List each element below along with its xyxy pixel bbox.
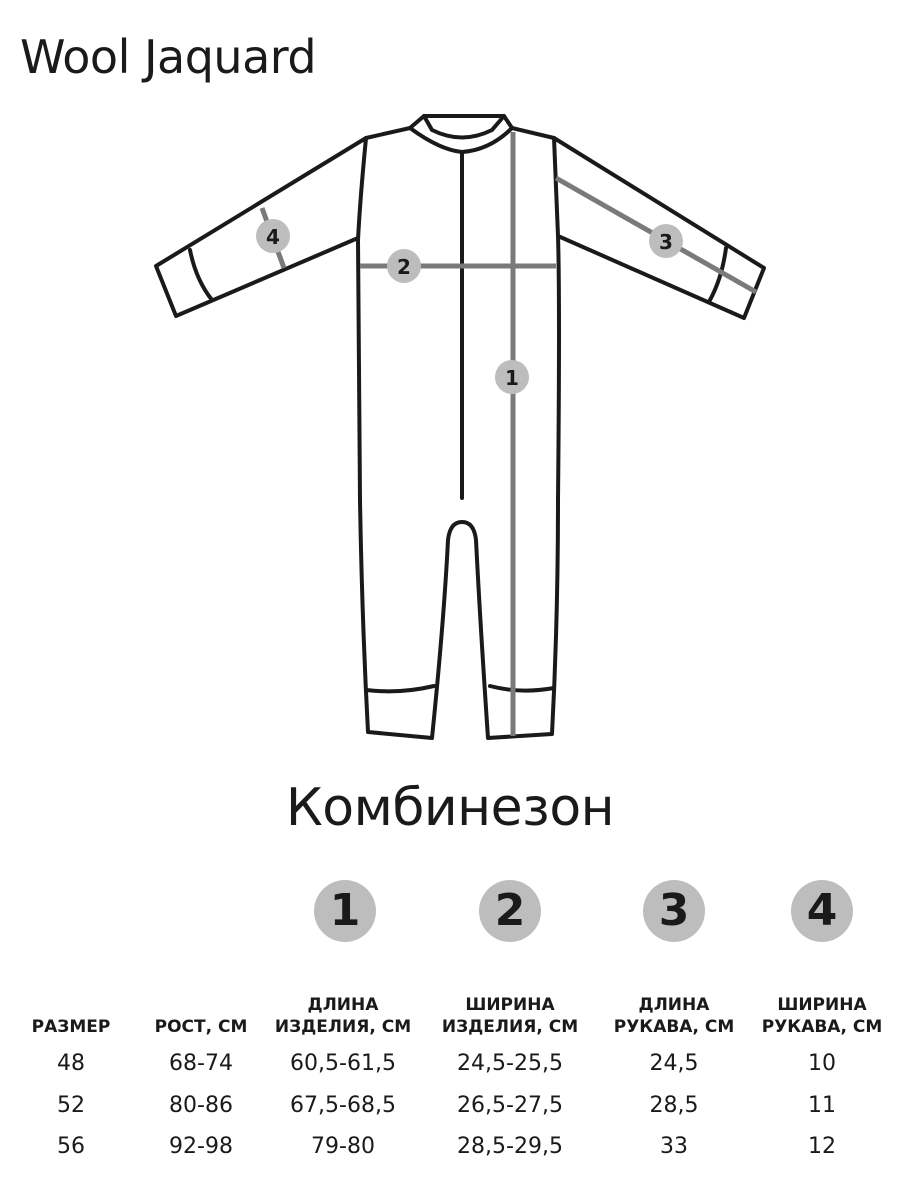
cell-width: 26,5-27,5 xyxy=(457,1093,563,1118)
marker-4 xyxy=(256,219,290,253)
cell-sleeve-width: 12 xyxy=(808,1134,836,1159)
marker-1 xyxy=(495,360,529,394)
header-length: ДЛИНА ИЗДЕЛИЯ, СМ xyxy=(274,995,412,1037)
legend-badge-4: 4 xyxy=(791,880,853,942)
cell-length: 79-80 xyxy=(311,1134,375,1159)
marker-3 xyxy=(649,224,683,258)
header-sleeve-width: ШИРИНА РУКАВА, СМ xyxy=(761,995,883,1037)
cell-height: 68-74 xyxy=(169,1051,233,1076)
cell-sleeve-width: 11 xyxy=(808,1093,836,1118)
header-height: РОСТ, СМ xyxy=(154,1017,248,1037)
cell-width: 28,5-29,5 xyxy=(457,1134,563,1159)
cell-sleeve-length: 33 xyxy=(660,1134,688,1159)
cell-size: 56 xyxy=(57,1134,85,1159)
legend-badge-2: 2 xyxy=(479,880,541,942)
cell-sleeve-length: 28,5 xyxy=(649,1093,699,1118)
cell-sleeve-length: 24,5 xyxy=(649,1051,699,1076)
marker-2 xyxy=(387,249,421,283)
marker-2-label: 2 xyxy=(397,255,411,279)
cell-size: 52 xyxy=(57,1093,85,1118)
cell-sleeve-width: 10 xyxy=(808,1051,836,1076)
cell-length: 60,5-61,5 xyxy=(290,1051,396,1076)
legend-badge-3: 3 xyxy=(643,880,705,942)
legend-badge-1: 1 xyxy=(314,880,376,942)
product-name: Комбинезон xyxy=(285,778,615,838)
measurement-lines xyxy=(262,132,756,736)
cell-height: 80-86 xyxy=(169,1093,233,1118)
cell-height: 92-98 xyxy=(169,1134,233,1159)
cell-length: 67,5-68,5 xyxy=(290,1093,396,1118)
marker-1-label: 1 xyxy=(505,366,519,390)
header-sleeve-length: ДЛИНА РУКАВА, СМ xyxy=(613,995,735,1037)
brand-title: Wool Jaquard xyxy=(20,30,317,84)
diagram-markers xyxy=(256,219,683,394)
marker-4-label: 4 xyxy=(266,225,280,249)
header-size: РАЗМЕР xyxy=(31,1017,111,1037)
marker-3-label: 3 xyxy=(659,230,673,254)
jumpsuit-outline xyxy=(156,116,764,738)
cell-size: 48 xyxy=(57,1051,85,1076)
table-row xyxy=(0,1132,900,1162)
table-row xyxy=(0,1049,900,1079)
header-width: ШИРИНА ИЗДЕЛИЯ, СМ xyxy=(441,995,579,1037)
cell-width: 24,5-25,5 xyxy=(457,1051,563,1076)
table-row xyxy=(0,1091,900,1121)
